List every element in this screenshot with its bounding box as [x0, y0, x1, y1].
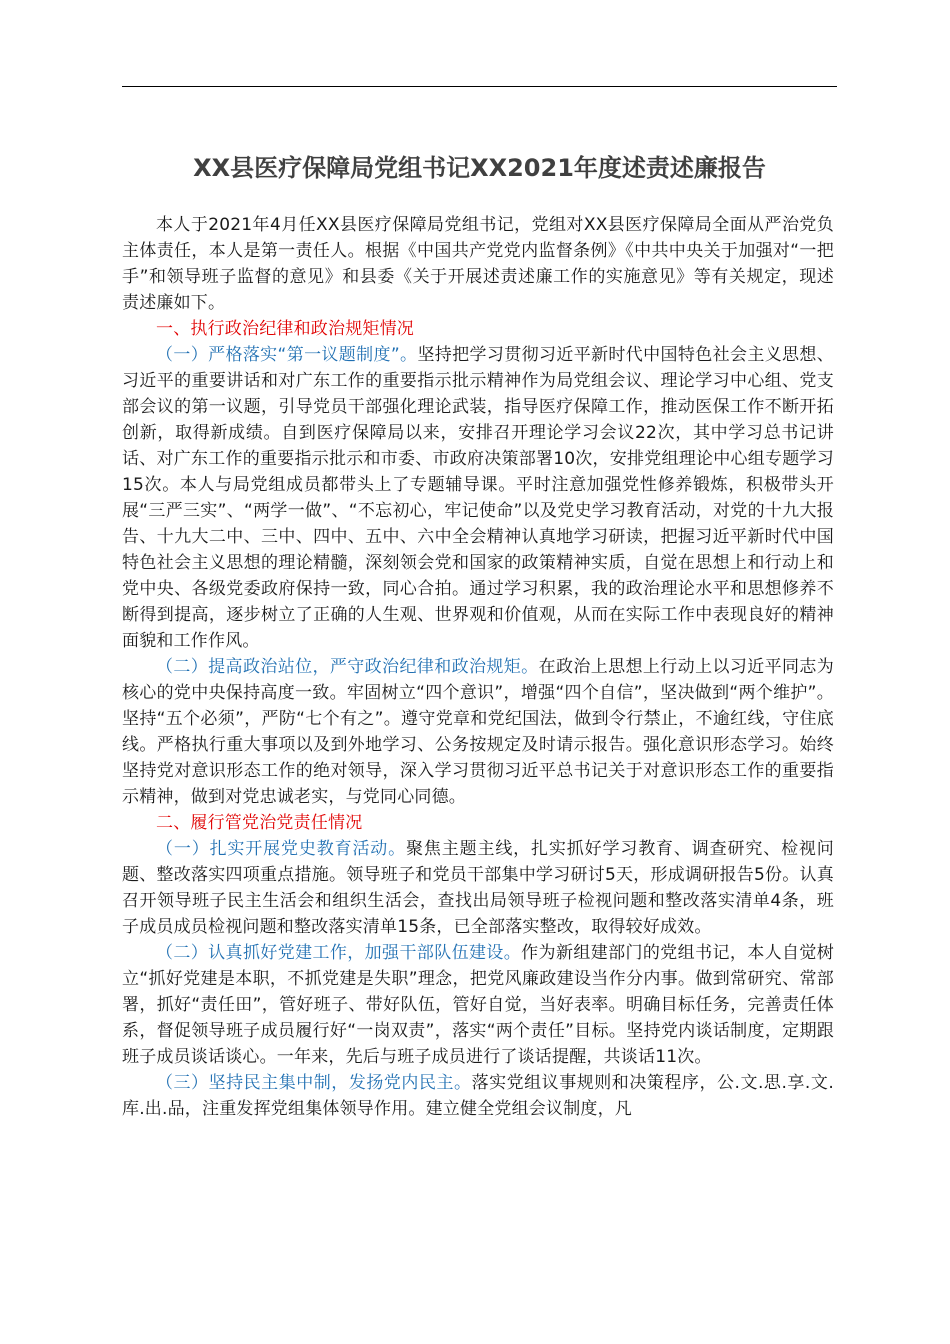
section-2-item-2 [122, 940, 834, 1070]
section-2-item-3 [122, 1070, 834, 1122]
section-2-item-2-subheading: （二）认真抓好党建工作，加强干部队伍建设。 [156, 943, 522, 963]
section-heading-2: 二、履行管党治党责任情况 [156, 813, 363, 833]
intro-paragraph: 本人于2021年4月任XX县医疗保障局党组书记，党组对XX县医疗保障局全面从严治党负主体责任，本人是第一责任人。根据《中国共产党党内监督条例》《中共中央关于加强对“一把手”和领导班子监督的意见》和县委《关于开展述责述廉工作的实施意见》等有关规定，现述责述廉如下。 [122, 215, 834, 313]
document-title: XX县医疗保障局党组书记XX2021年度述责述廉报告 [193, 154, 766, 182]
section-2-item-1-text: 聚焦主题主线，扎实抓好学习教育、调查研究、检视问题、整改落实四项重点措施。领导班子和党员干部集中学习研讨5天，形成调研报告5份。认真召开领导班子民主生活会和组织生活会，查找出局领导班子检视问题和整改落实清单4条，班子成员成员检视问题和整改落实清单15条，已全部落实整改，取得较好成效。 [122, 839, 834, 937]
section-1-item-2-text: 在政治上思想上行动上以习近平同志为核心的党中央保持高度一致。牢固树立“四个意识”，增强“四个自信”，坚决做到“两个维护”。坚持“五个必须”，严防“七个有之”。遵守党章和党纪国法，做到令行禁止，不逾红线，守住底线。严格执行重大事项以及到外地学习、公务按规定及时请示报告。强化意识形态学习。始终坚持党对意识形态工作的绝对领导，深入学习贯彻习近平总书记关于对意识形态工作的重要指示精神，做到对党忠诚老实，与党同心同德。 [122, 657, 834, 807]
section-1-item-2-subheading: （二）提高政治站位，严守政治纪律和政治规矩。 [156, 657, 539, 677]
section-2-item-1-subheading: （一）扎实开展党史教育活动。 [156, 839, 407, 859]
document-body [122, 212, 834, 1122]
section-2-item-3-text: 落实党组议事规则和决策程序，公.文.思.享.文.库.出.品，注重发挥党组集体领导作用。建立健全党组会议制度，凡 [122, 1073, 834, 1119]
section-1-item-1 [122, 342, 834, 654]
section-heading-1: 一、执行政治纪律和政治规矩情况 [156, 319, 414, 339]
section-1-item-2 [122, 654, 834, 810]
section-1-item-1-subheading: （一）严格落实“第一议题制度”。 [156, 345, 418, 365]
section-2-item-1 [122, 836, 834, 940]
section-2-item-3-subheading: （三）坚持民主集中制，发扬党内民主。 [156, 1073, 472, 1093]
header-rule [122, 86, 837, 87]
section-1-item-1-text: 坚持把学习贯彻习近平新时代中国特色社会主义思想、习近平的重要讲话和对广东工作的重要指示批示精神作为局党组会议、理论学习中心组、党支部会议的第一议题，引导党员干部强化理论武装，指导医疗保障工作，推动医保工作不断开拓创新，取得新成绩。自到医疗保障局以来，安排召开理论学习会议22次，其中学习总书记讲话、对广东工作的重要指示批示和市委、市政府决策部署10次，安排党组理论中心组专题学习15次。本人与局党组成员都带头上了专题辅导课。平时注意加强党性修养锻炼，积极带头开展“三严三实”、“两学一做”、“不忘初心，牢记使命”以及党史学习教育活动，对党的十九大报告、十九大二中、三中、四中、五中、六中全会精神认真地学习研读，把握习近平新时代中国特色社会主义思想的理论精髓，深刻领会党和国家的政策精神实质，自觉在思想上和行动上和党中央、各级党委政府保持一致，同心合拍。通过学习积累，我的政治理论水平和思想修养不断得到提高，逐步树立了正确的人生观、世界观和价值观，从而在实际工作中表现良好的精神面貌和工作作风。 [122, 345, 834, 651]
section-2-item-2-text: 作为新组建部门的党组书记，本人自觉树立“抓好党建是本职，不抓党建是失职”理念，把党风廉政建设当作分内事。做到常研究、常部署，抓好“责任田”，管好班子、带好队伍，管好自觉，当好表率。明确目标任务，完善责任体系，督促领导班子成员履行好“一岗双责”，落实“两个责任”目标。坚持党内谈话制度，定期跟班子成员谈话谈心。一年来，先后与班子成员进行了谈话提醒，共谈话11次。 [122, 943, 834, 1067]
